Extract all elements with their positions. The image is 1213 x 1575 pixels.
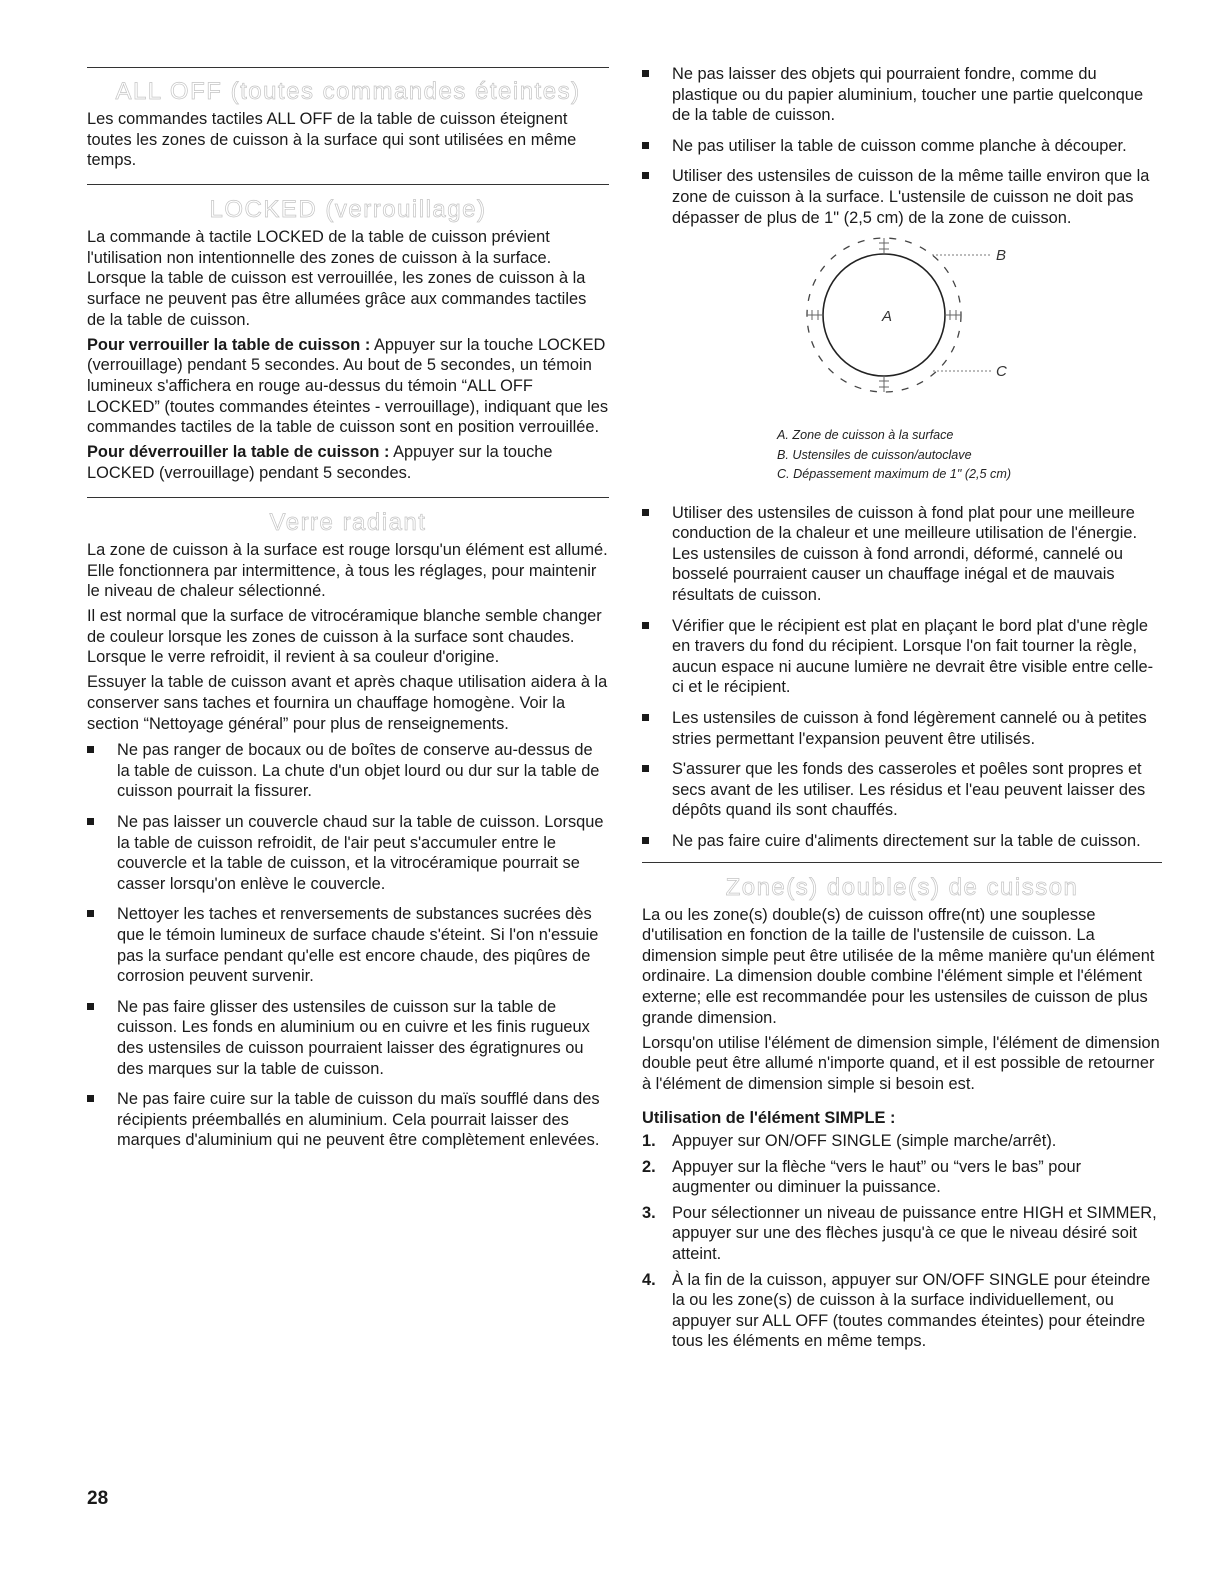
list-item: Ne pas utiliser la table de cuisson comme planche à découper. — [642, 136, 1162, 157]
step-item — [642, 1270, 1162, 1352]
list-item: Ne pas faire cuire d'aliments directement sur la table de cuisson. — [642, 831, 1162, 852]
list-item: Nettoyer les taches et renversements de substances sucrées dès que le témoin lumineux de surface chaude s'éteint. Si l'on n'essuie pas la surface pendant qu'elle est encore chaude, des piqûres de corrosion peuvent survenir. — [87, 904, 609, 986]
step-text: Pour sélectionner un niveau de puissance entre HIGH et SIMMER, appuyer sur une des flèches jusqu'à ce que le niveau désiré soit atteint. — [672, 1203, 1157, 1263]
locked-heading: LOCKED (verrouillage) — [209, 196, 487, 224]
double-zone-heading: Zone(s) double(s) de cuisson — [725, 873, 1079, 901]
diagram-captions — [777, 426, 1162, 485]
label-a: A — [882, 308, 893, 326]
section-divider — [87, 67, 609, 68]
caption-a: A. Zone de cuisson à la surface — [777, 428, 954, 443]
single-element-subhead: Utilisation de l'élément SIMPLE : — [642, 1109, 896, 1128]
list-item: Utiliser des ustensiles de cuisson de la même taille environ que la zone de cuisson à la surface. L'ustensile de cuisson ne doit pas dépasser de plus de 1" (2,5 cm) de la zone de cuisson. — [642, 166, 1162, 228]
verre-heading: Verre radiant — [269, 508, 427, 536]
step-number: 1. — [642, 1132, 656, 1150]
single-element-steps — [642, 1131, 1162, 1352]
locked-intro: La commande à tactile LOCKED de la table de cuisson prévient l'utilisation non intentionnelle des zones de cuisson à la surface. Lorsque la table de cuisson est verrouillée, les zones de cuisson à la surface ne peuvent pas être allumées grâce aux commandes tactiles de la table de cuisson. — [87, 228, 587, 329]
list-item: Ne pas faire glisser des ustensiles de cuisson sur la table de cuisson. Les fonds en aluminium ou en cuivre et les finis rugueux des ustensiles de cuisson pourraient laisser des égratignures ou des marques sur la table de cuisson. — [87, 997, 609, 1079]
caption-c: C. Dépassement maximum de 1" (2,5 cm) — [777, 467, 1012, 482]
step-number: 3. — [642, 1203, 656, 1222]
cookware-bullet-list-2 — [642, 503, 1162, 852]
list-item: Ne pas laisser un couvercle chaud sur la table de cuisson. Lorsque la table de cuisson refroidit, de l'air peut s'accumuler entre le couvercle et la table de cuisson, et la vitrocéramique pourrait se casser lorsqu'on enlève le couvercle. — [87, 812, 609, 894]
page-number: 28 — [87, 1488, 109, 1509]
step-text: Appuyer sur la flèche “vers le haut” ou “vers le bas” pour augmenter ou diminuer la puissance. — [672, 1157, 1082, 1197]
list-item: Ne pas faire cuire sur la table de cuisson du maïs soufflé dans des récipients préemballés en aluminium. Cela pourrait laisser des marques d'aluminium qui ne peuvent être complètement enlevées. — [87, 1089, 609, 1151]
step-item — [642, 1203, 1162, 1265]
verre-p2: Il est normal que la surface de vitrocéramique blanche semble changer de couleur lorsque les zones de cuisson à la surface sont chaudes. Lorsque le verre refroidit, il revient à sa couleur d'origine. — [87, 607, 602, 667]
list-item: Ne pas laisser des objets qui pourraient fondre, comme du plastique ou du papier aluminium, toucher une partie quelconque de la table de cuisson. — [642, 64, 1162, 126]
section-divider — [87, 497, 609, 498]
step-item — [642, 1157, 1162, 1198]
section-divider — [642, 862, 1162, 863]
double-p2: Lorsqu'on utilise l'élément de dimension simple, l'élément de dimension double peut être allumé n'importe quand, et il est possible de retourner à l'élément de dimension simple si besoin est. — [642, 1033, 1160, 1093]
verre-p3: Essuyer la table de cuisson avant et après chaque utilisation aidera à la conserver sans taches et fournira un chauffage homogène. Voir la section “Nettoyage général” pour plus de renseignements. — [87, 673, 608, 733]
list-item: Ne pas ranger de bocaux ou de boîtes de conserve au-dessus de la table de cuisson. La chute d'un objet lourd ou dur sur la table de cuisson pourrait la fissurer. — [87, 740, 609, 802]
step-item — [642, 1131, 1162, 1152]
step-text: Appuyer sur ON/OFF SINGLE (simple marche/arrêt). — [672, 1132, 1057, 1150]
step-number: 2. — [642, 1157, 656, 1176]
cookware-bullet-list — [642, 64, 1162, 228]
step-text: À la fin de la cuisson, appuyer sur ON/OFF SINGLE pour éteindre la ou les zone(s) de cuisson à la surface individuellement, ou appuyer sur ALL OFF (toutes commandes éteintes) pour éteindre tous les éléments en même temps. — [672, 1270, 1151, 1351]
cookware-size-diagram — [642, 234, 1162, 422]
lock-text: Appuyer sur la touche LOCKED (verrouillage) pendant 5 secondes. Au bout de 5 secondes, un témoin lumineux s'affichera en rouge au-dessus du témoin “ALL OFF LOCKED” (toutes commandes éteintes - verrouillage), indiquant que les commandes tactiles de la table de cuisson sont en position verrouillée. — [87, 335, 609, 437]
locked-lock-paragraph — [87, 335, 609, 438]
right-column — [642, 0, 1162, 1357]
lock-label: Pour verrouiller la table de cuisson : — [87, 335, 371, 354]
diagram-svg — [642, 234, 1162, 422]
left-column — [87, 0, 609, 1161]
step-number: 4. — [642, 1270, 656, 1289]
all-off-heading: ALL OFF (toutes commandes éteintes) — [115, 78, 581, 105]
verre-bullet-list — [87, 740, 609, 1151]
label-c: C — [996, 363, 1007, 381]
all-off-body: Les commandes tactiles ALL OFF de la table de cuisson éteignent toutes les zones de cuisson à la surface qui sont utilisées en même temps. — [87, 110, 577, 170]
verre-p1: La zone de cuisson à la surface est rouge lorsqu'un élément est allumé. Elle fonctionnera par intermittence, à tous les réglages, pour maintenir le niveau de chaleur sélectionné. — [87, 540, 608, 601]
locked-unlock-paragraph — [87, 442, 609, 483]
label-b: B — [996, 247, 1007, 265]
list-item: Vérifier que le récipient est plat en plaçant le bord plat d'une règle en travers du fond du récipient. Lorsque l'on fait tourner la règle, aucun espace ni aucune lumière ne devrait être visible entre celle-ci et le récipient. — [642, 616, 1162, 698]
unlock-text: Appuyer sur la touche LOCKED (verrouillage) pendant 5 secondes. — [87, 443, 553, 482]
unlock-label: Pour déverrouiller la table de cuisson : — [87, 443, 390, 462]
list-item: Les ustensiles de cuisson à fond légèrement cannelé ou à petites stries permettant l'expansion peuvent être utilisés. — [642, 708, 1162, 749]
section-divider — [87, 184, 609, 185]
double-p1: La ou les zone(s) double(s) de cuisson offre(nt) une souplesse d'utilisation en fonction de la taille de l'ustensile de cuisson. La dimension simple peut être utilisée de la même manière qu'un élément ordinaire. La dimension double combine l'élément simple et l'élément externe; elle est recommandée pour les ustensiles de cuisson de plus grande dimension. — [642, 905, 1155, 1027]
list-item: Utiliser des ustensiles de cuisson à fond plat pour une meilleure conduction de la chaleur et une meilleure utilisation de l'énergie. Les ustensiles de cuisson à fond arrondi, déformé, cannelé ou bosselé pourraient causer un chauffage inégal et de mauvais résultats de cuisson. — [642, 503, 1162, 606]
list-item: S'assurer que les fonds des casseroles et poêles sont propres et secs avant de les utiliser. Les résidus et l'eau peuvent laisser des dépôts quand ils sont chauffés. — [642, 759, 1162, 821]
caption-b: B. Ustensiles de cuisson/autoclave — [777, 447, 972, 462]
